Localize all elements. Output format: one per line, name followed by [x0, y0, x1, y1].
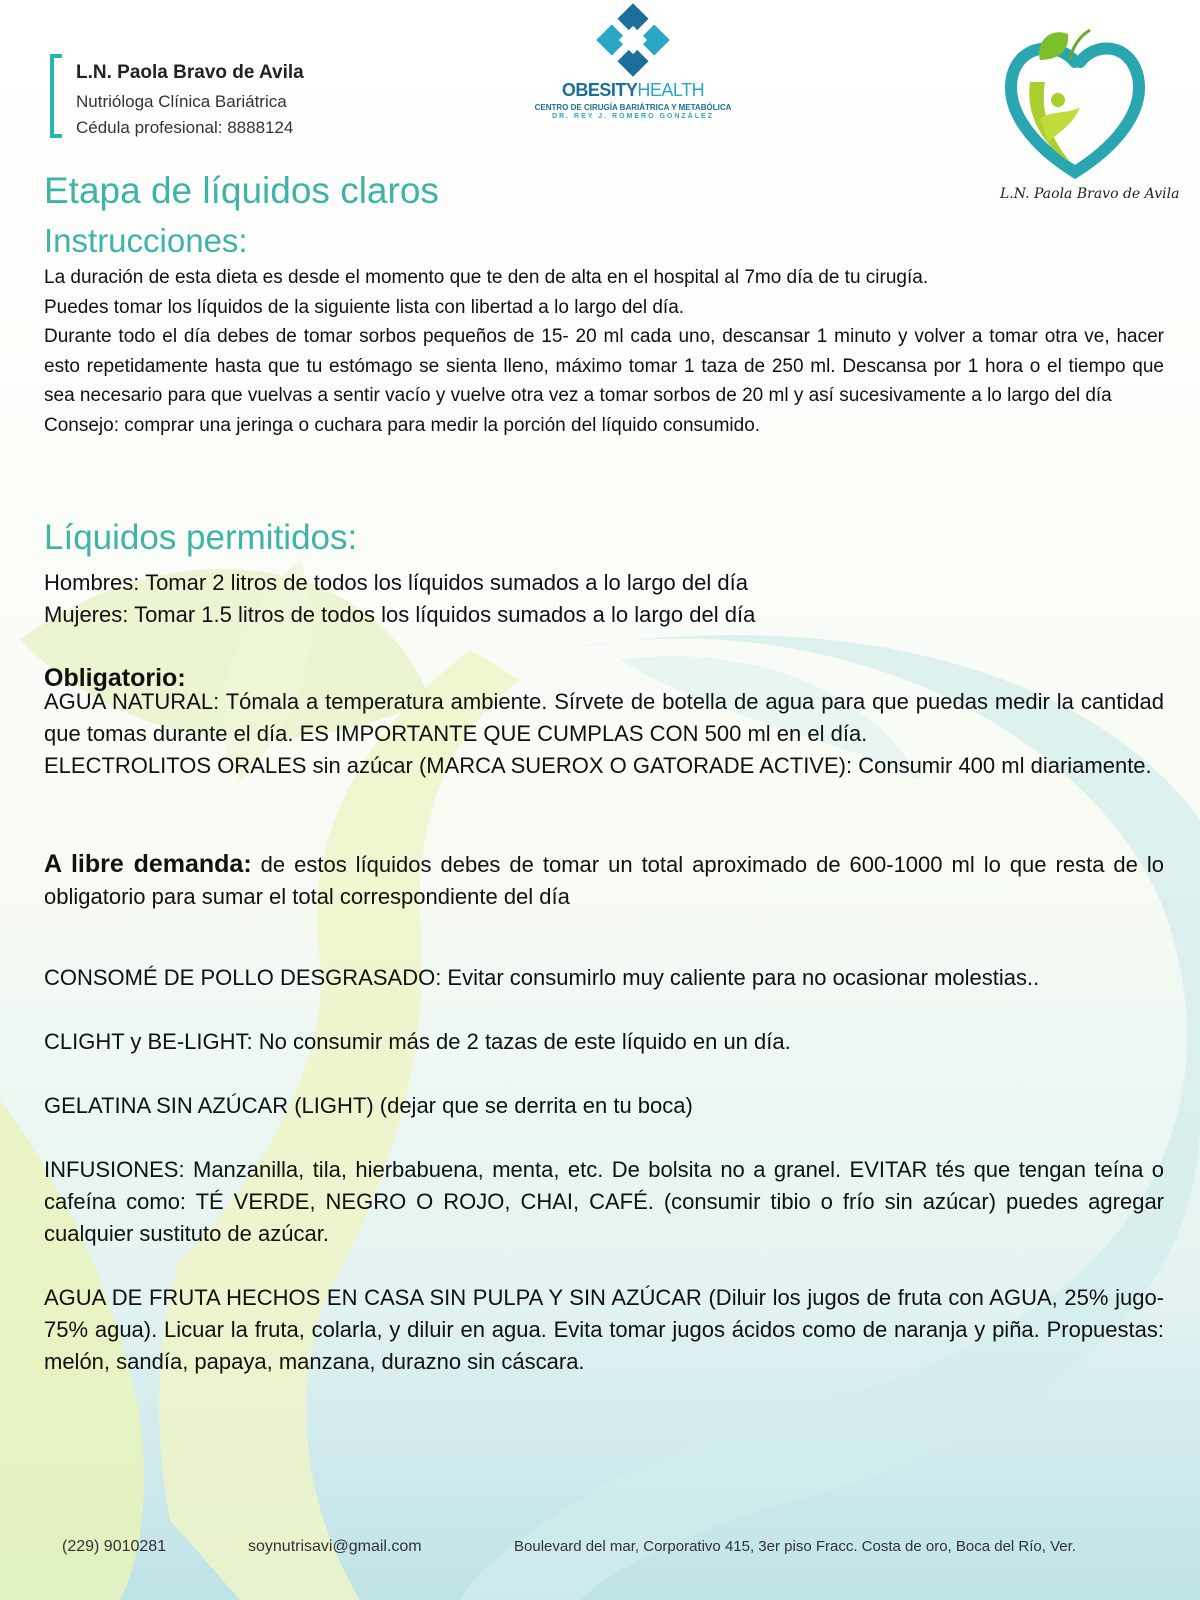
- liquids-amounts: [44, 567, 1164, 631]
- men-amount: Hombres: Tomar 2 litros de todos los líquidos sumados a lo largo del día: [44, 570, 748, 595]
- doctor-card: [50, 52, 380, 142]
- footer-email: soynutrisavi@gmail.com: [248, 1538, 422, 1555]
- clight-item: CLIGHT y BE-LIGHT: No consumir más de 2 tazas de este líquido en un día.: [44, 1029, 791, 1054]
- free-demand-section: [44, 848, 1164, 913]
- free-demand-heading: A libre demanda:: [44, 850, 252, 878]
- footer-phone: (229) 9010281: [62, 1538, 167, 1555]
- agua-fruta-item: AGUA DE FRUTA HECHOS EN CASA SIN PULPA Y SIN AZÚCAR (Diluir los jugos de fruta con AGUA, 25% jugo-75% agua). Licuar la fruta, colarla, y diluir en agua. Evita tomar jugos ácidos como de naranja y piña. Propuestas: melón, sandía, papaya, manzana, durazno sin cáscara.: [44, 1285, 1164, 1374]
- instructions-paragraph: La duración de esta dieta es desde el momento que te den de alta en el hospital al 7mo día de tu cirugía.: [44, 267, 929, 288]
- doctor-name: L.N. Paola Bravo de Avila: [76, 62, 304, 83]
- clinic-doctor: DR. REY J. ROMERO GONZÁLEZ: [552, 113, 714, 120]
- apple-heart-icon: [1000, 22, 1150, 182]
- instructions-text: [44, 263, 1164, 441]
- doctor-license: Cédula profesional: 8888124: [76, 118, 294, 137]
- mandatory-section: [44, 686, 1164, 782]
- signature: L.N. Paola Bravo de Avila: [1000, 186, 1180, 202]
- footer-address: Boulevard del mar, Corporativo 415, 3er piso Fracc. Costa de oro, Boca del Río, Ver.: [514, 1538, 1076, 1555]
- clinic-brand: [508, 80, 758, 101]
- electrolytes-item: ELECTROLITOS ORALES sin azúcar (MARCA SUEROX O GATORADE ACTIVE): Consumir 400 ml diariamente.: [44, 753, 1152, 778]
- bracket-decoration: [50, 54, 62, 138]
- nutritionist-logo: [1000, 22, 1180, 212]
- doctor-role: Nutrióloga Clínica Bariátrica: [76, 92, 287, 111]
- page-title: Etapa de líquidos claros: [44, 170, 439, 211]
- clinic-logo: [508, 0, 758, 130]
- clinic-emblem-icon: [593, 0, 673, 78]
- clinic-brand-part2: HEALTH: [637, 80, 705, 100]
- clinic-tagline: CENTRO DE CIRUGÍA BARIÁTRICA Y METABÓLICA: [534, 103, 732, 112]
- mandatory-heading: Obligatorio:: [44, 664, 186, 692]
- instructions-paragraph: Durante todo el día debes de tomar sorbos pequeños de 15- 20 ml cada uno, descansar 1 minuto y volver a tomar otra ve, hacer esto repetidamente hasta que tu estómago se sienta lleno, máximo tomar 1 taza de 250 ml. Descansa por 1 hora o el tiempo que sea necesario para que vuelvas a sentir vacío y vuelve otra vez a tomar sorbos de 20 ml y así sucesivamente a lo largo del día: [44, 326, 1164, 407]
- women-amount: Mujeres: Tomar 1.5 litros de todos los líquidos sumados a lo largo del día: [44, 602, 756, 627]
- liquids-heading: Líquidos permitidos:: [44, 518, 358, 557]
- consome-item: CONSOMÉ DE POLLO DESGRASADO: Evitar consumirlo muy caliente para no ocasionar molestias..: [44, 965, 1040, 990]
- infusiones-item: INFUSIONES: Manzanilla, tila, hierbabuena, menta, etc. De bolsita no a granel. EVITAR tés que tengan teína o cafeína como: TÉ VERDE, NEGRO O ROJO, CHAI, CAFÉ. (consumir tibio o frío sin azúcar) puedes agregar cualquier sustituto de azúcar.: [44, 1157, 1164, 1246]
- free-demand-body: de estos líquidos debes de tomar un total aproximado de 600-1000 ml lo que resta de lo obligatorio para sumar el total correspondiente del día: [44, 852, 1164, 909]
- gelatina-item: GELATINA SIN AZÚCAR (LIGHT) (dejar que se derrita en tu boca): [44, 1093, 693, 1118]
- water-item: AGUA NATURAL: Tómala a temperatura ambiente. Sírvete de botella de agua para que puedas medir la cantidad que tomas durante el día. ES IMPORTANTE QUE CUMPLAS CON 500 ml en el día.: [44, 689, 1164, 746]
- instructions-heading: Instrucciones:: [44, 222, 248, 259]
- instructions-paragraph: Puedes tomar los líquidos de la siguiente lista con libertad a lo largo del día.: [44, 296, 685, 318]
- instructions-tip: Consejo: comprar una jeringa o cuchara para medir la porción del líquido consumido.: [44, 414, 761, 436]
- free-demand-text: [44, 848, 1164, 913]
- clinic-brand-part1: OBESITY: [561, 80, 638, 100]
